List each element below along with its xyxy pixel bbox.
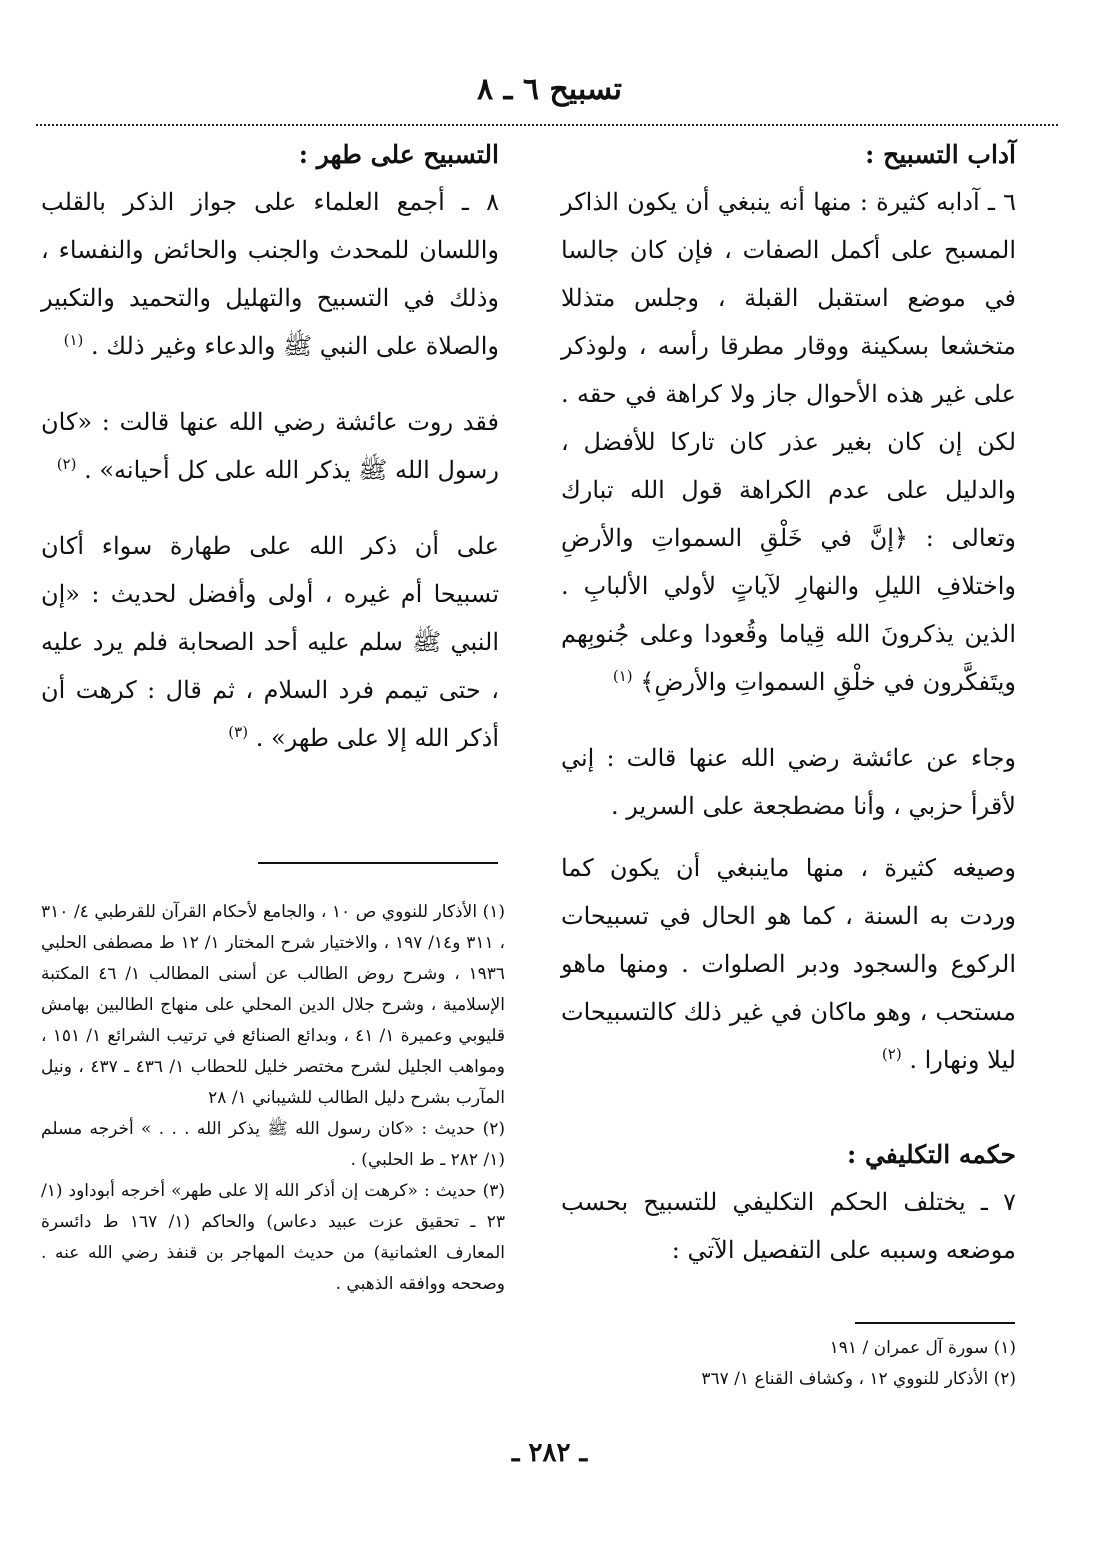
section-heading-adab: آداب التسبيح : bbox=[865, 140, 1016, 169]
paragraph-text: ٦ ـ آدابه كثيرة : منها أنه ينبغي أن يكون الذاكر المسبح على أكمل الصفات ، فإن كان جالسا في موضع استقبل القبلة ، وجلس متذللا متخشعا بسكينة ووقار مطرقا رأسه ، ولوذكر على غير هذه الأحوال جاز ولا كراهة في حقه . لكن إن كان بغير عذر كان تاركا للأفضل ، والدليل على عدم الكراهة قول الله تبارك وتعالى : ﴿إنَّ في خَلْقِ السمواتِ والأرضِ واختلافِ الليلِ والنهارِ لآياتٍ لأولي الألبابِ . الذين يذكرونَ الله قِياما وقُعودا وعلى جُنوبِهم ويتَفكَّرون في خلْقِ السمواتِ والأرضِ﴾ bbox=[561, 188, 1016, 696]
footnote-divider-left bbox=[258, 862, 498, 864]
section-heading-tahara: التسبيح على طهر : bbox=[298, 140, 499, 169]
page-number: ـ ٢٨٢ ـ bbox=[511, 1438, 588, 1468]
footnote-ref: (٢) bbox=[56, 455, 77, 473]
paragraph-hadith-aisha bbox=[41, 398, 499, 494]
footnote: (١) سورة آل عمران / ١٩١ bbox=[829, 1338, 1016, 1358]
footnote-ref: (١) bbox=[63, 331, 84, 349]
paragraph-ijma bbox=[41, 178, 499, 370]
footnote: (٢) حديث : «كان رسول الله ﷺ يذكر الله . . . » أخرجه مسلم (١/ ٢٨٢ ـ ط الحلبي) . bbox=[41, 1119, 505, 1170]
footnote-ref: (١) bbox=[612, 667, 633, 685]
right-column bbox=[561, 132, 1016, 1274]
footnote: (٢) الأذكار للنووي ١٢ ، وكشاف القناع ١/ ٣٦٧ bbox=[701, 1369, 1016, 1389]
left-column bbox=[41, 132, 499, 762]
paragraph-hukm: ٧ ـ يختلف الحكم التكليفي للتسبيح بحسب موضعه وسببه على التفصيل الآتي : bbox=[561, 1188, 1016, 1264]
footnote-ref: (٣) bbox=[228, 723, 249, 741]
paragraph-siyagh bbox=[561, 844, 1016, 1084]
footnote-ref: (٢) bbox=[881, 1045, 902, 1063]
paragraph-text: ٨ ـ أجمع العلماء على جواز الذكر بالقلب واللسان للمحدث والجنب والحائض والنفساء ، وذلك في التسبيح والتهليل والتحميد والتكبير والصلاة على النبي ﷺ والدعاء وغير ذلك . bbox=[41, 188, 499, 360]
footnotes-right bbox=[559, 1333, 1016, 1395]
footnote: (٣) حديث : «كرهت إن أذكر الله إلا على طهر» أخرجه أبوداود (١/ ٢٣ ـ تحقيق عزت عبيد دعاس) والحاكم (١/ ١٦٧ ط دائسرة المعارف العثمانية) من حديث المهاجر بن قنفذ رضي الله عنه . وصححه ووافقه الذهبي . bbox=[41, 1181, 505, 1294]
running-title: تسبيح ٦ ـ ٨ bbox=[477, 72, 622, 107]
footnote-divider-right bbox=[855, 1322, 1015, 1324]
paragraph-adab bbox=[561, 178, 1016, 706]
section-heading-hukm: حكمه التكليفي : bbox=[847, 1140, 1016, 1169]
paragraph-text: فقد روت عائشة رضي الله عنها قالت : «كان رسول الله ﷺ يذكر الله على كل أحيانه» . bbox=[41, 408, 499, 484]
paragraph-aisha: وجاء عن عائشة رضي الله عنها قالت : إني لأقرأ حزبي ، وأنا مضطجعة على السرير . bbox=[561, 744, 1016, 820]
paragraph-text: وصيغه كثيرة ، منها ماينبغي أن يكون كما وردت به السنة ، كما هو الحال في تسبيحات الركوع والسجود ودبر الصلوات . ومنها ماهو مستحب ، وهو ماكان في غير ذلك كالتسبيحات ليلا ونهارا . bbox=[561, 854, 1016, 1074]
footnote: (١) الأذكار للنووي ص ١٠ ، والجامع لأحكام القرآن للقرطبي ٤/ ٣١٠ ، ٣١١ و١٤/ ١٩٧ ، والاختيار شرح المختار ١/ ١٢ ط مصطفى الحلبي ١٩٣٦ ، وشرح روض الطالب عن أسنى المطالب ١/ ٤٦ المكتبة الإسلامية ، وشرح جلال الدين المحلي على منهاج الطالبين بهامش قليوبي وعميرة ١/ ٤١ ، وبدائع الصنائع في ترتيب الشرائع ١/ ١٥١ ، ومواهب الجليل لشرح مختصر خليل للحطاب ١/ ٤٣٦ ـ ٤٣٧ ، ونيل المآرب بشرح دليل الطالب للشيباني ١/ ٢٨ bbox=[41, 902, 506, 1108]
paragraph-tahara bbox=[41, 522, 499, 762]
footnotes-left bbox=[41, 897, 505, 1300]
header-divider bbox=[36, 124, 1058, 126]
paragraph-text: على أن ذكر الله على طهارة سواء أكان تسبيحا أم غيره ، أولى وأفضل لحديث : «إن النبي ﷺ سلم عليه أحد الصحابة فلم يرد عليه ، حتى تيمم فرد السلام ، ثم قال : كرهت أن أذكر الله إلا على طهر» . bbox=[41, 532, 499, 752]
